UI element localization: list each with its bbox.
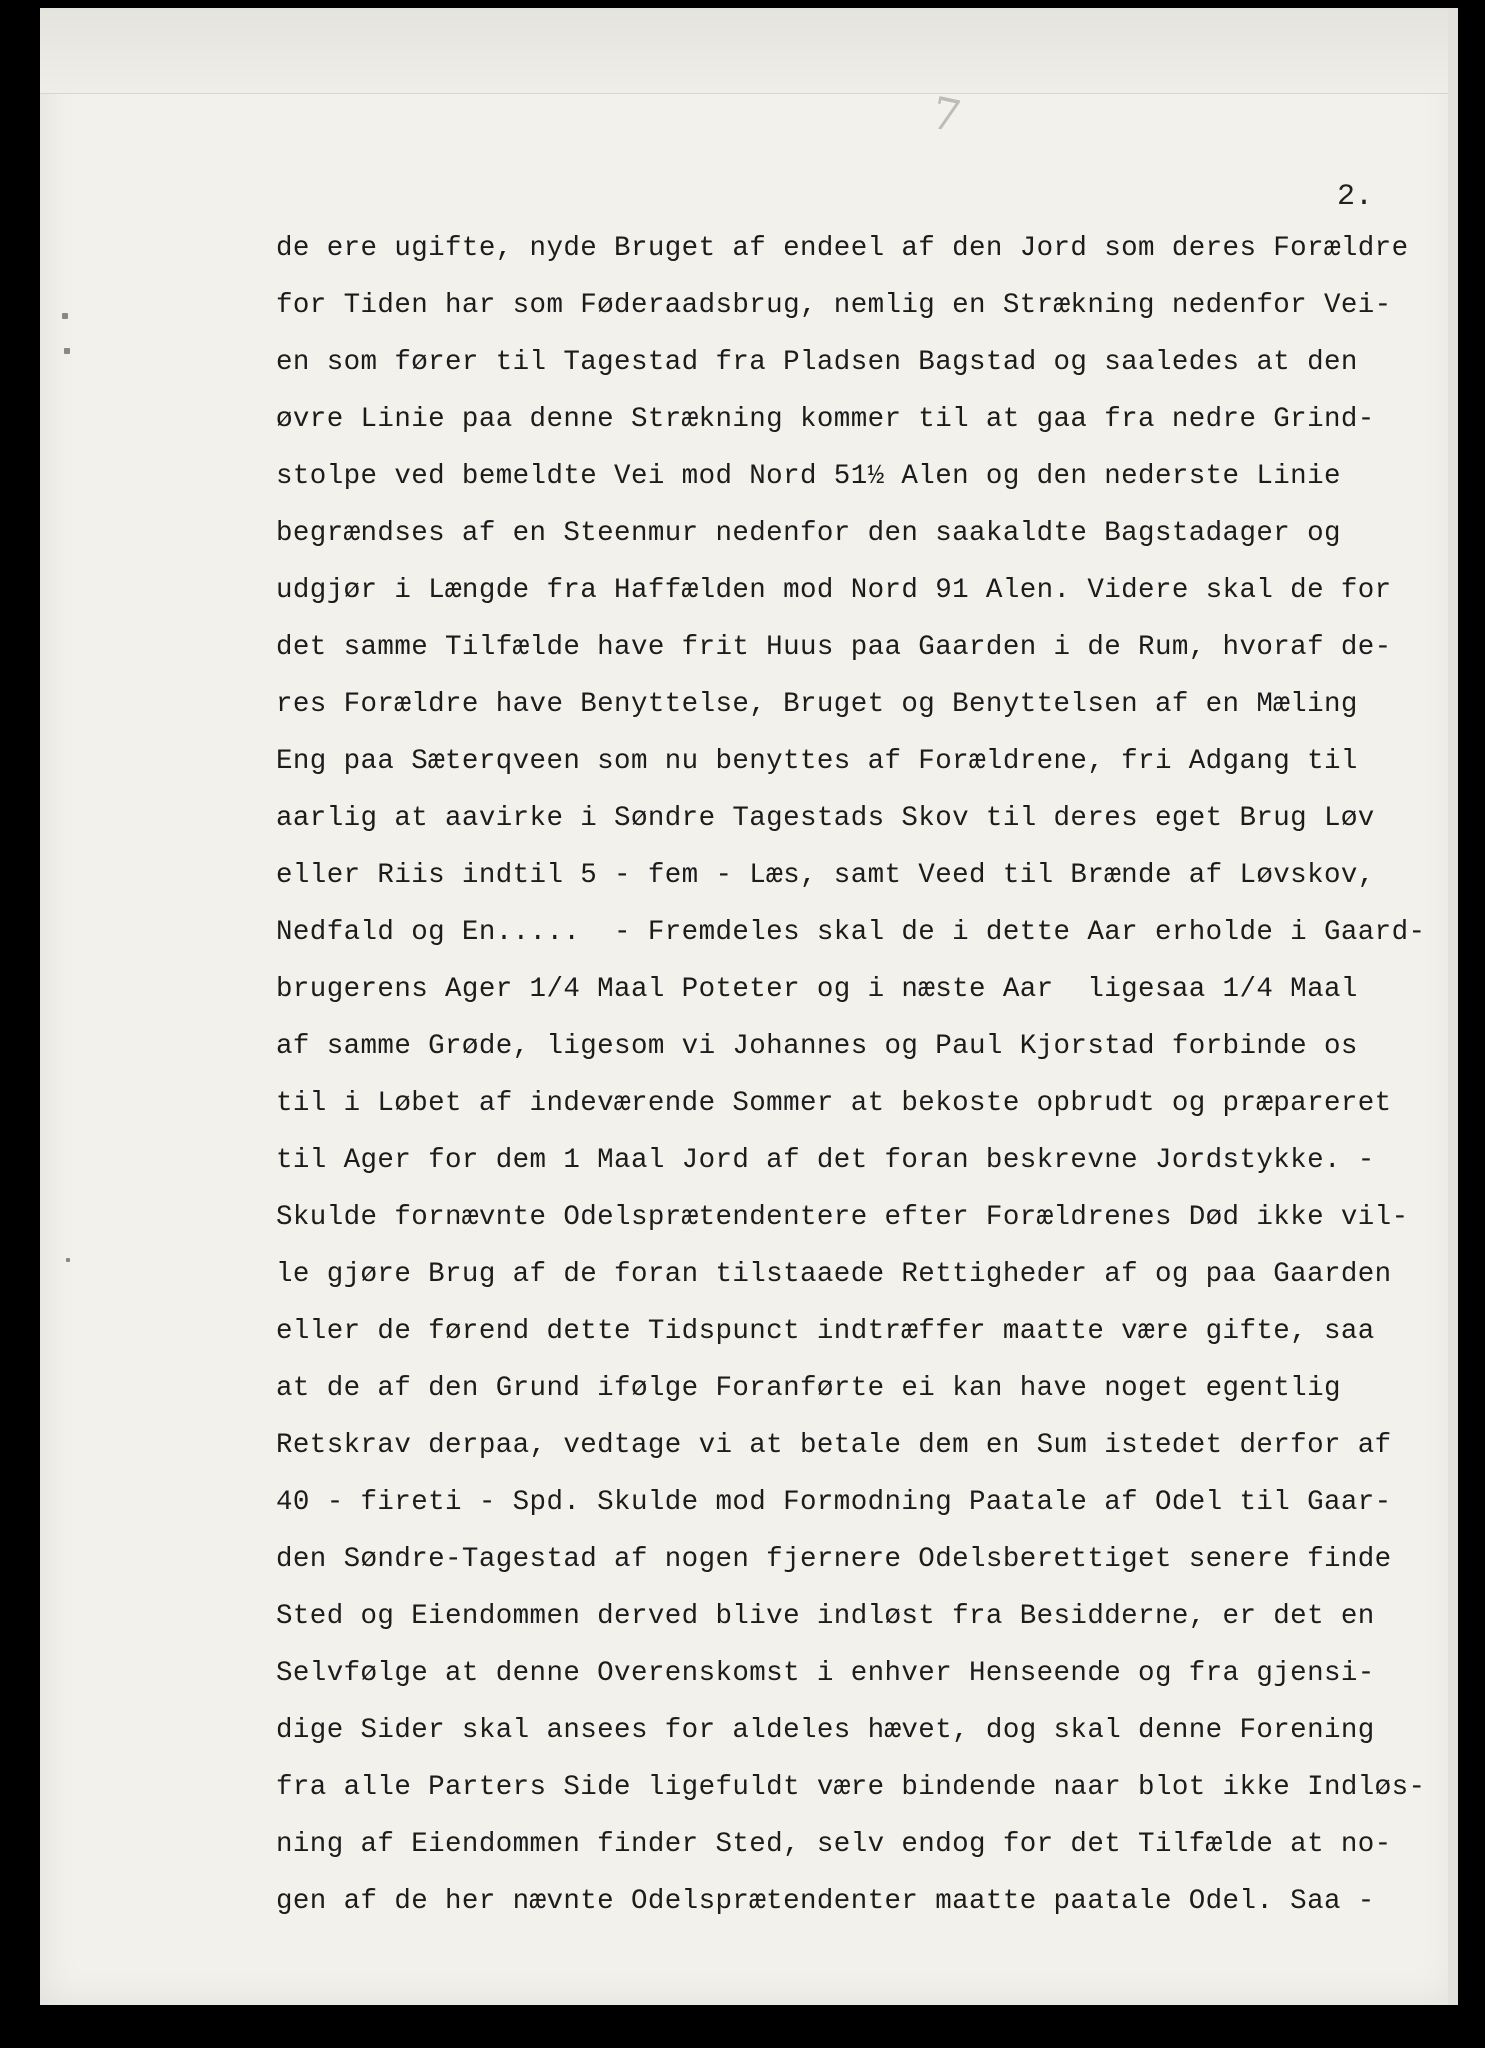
text-line: af samme Grøde, ligesom vi Johannes og Paul Kjorstad forbinde os (276, 1031, 1358, 1062)
handwritten-mark: 7 (927, 87, 965, 144)
text-line: udgjør i Længde fra Haffælden mod Nord 91 Alen. Videre skal de for (276, 575, 1392, 606)
margin-mark (62, 313, 68, 319)
text-line: ning af Eiendommen finder Sted, selv endog for det Tilfælde at no- (276, 1829, 1392, 1860)
text-line: Sted og Eiendommen derved blive indløst fra Besidderne, er det en (276, 1601, 1375, 1632)
text-line: gen af de her nævnte Odelsprætendenter maatte paatale Odel. Saa - (276, 1886, 1375, 1917)
page-number: 2. (1337, 180, 1374, 214)
text-line: dige Sider skal ansees for aldeles hævet, dog skal denne Forening (276, 1715, 1375, 1746)
document-page (40, 8, 1458, 2005)
margin-mark (66, 1258, 70, 1262)
text-line: begrændses af en Steenmur nedenfor den saakaldte Bagstadager og (276, 518, 1341, 549)
text-line: de ere ugifte, nyde Bruget af endeel af den Jord som deres Forældre (276, 233, 1409, 264)
text-line: Selvfølge at denne Overenskomst i enhver Henseende og fra gjensi- (276, 1658, 1375, 1689)
text-line: til Ager for dem 1 Maal Jord af det foran beskrevne Jordstykke. - (276, 1145, 1375, 1176)
text-line: Eng paa Sæterqveen som nu benyttes af Forældrene, fri Adgang til (276, 746, 1358, 777)
text-line: eller de førend dette Tidspunct indtræffer maatte være gifte, saa (276, 1316, 1375, 1347)
text-line: øvre Linie paa denne Strækning kommer til at gaa fra nedre Grind- (276, 404, 1375, 435)
text-line: res Forældre have Benyttelse, Bruget og Benyttelsen af en Mæling (276, 689, 1358, 720)
margin-mark (64, 348, 70, 354)
text-line: for Tiden har som Føderaadsbrug, nemlig en Strækning nedenfor Vei- (276, 290, 1392, 321)
text-line: til i Løbet af indeværende Sommer at bekoste opbrudt og præpareret (276, 1088, 1392, 1119)
text-line: den Søndre-Tagestad af nogen fjernere Odelsberettiget senere finde (276, 1544, 1392, 1575)
text-line: stolpe ved bemeldte Vei mod Nord 51½ Alen og den nederste Linie (276, 461, 1341, 492)
text-line: le gjøre Brug af de foran tilstaaede Rettigheder af og paa Gaarden (276, 1259, 1392, 1290)
text-line: 40 - fireti - Spd. Skulde mod Formodning Paatale af Odel til Gaar- (276, 1487, 1392, 1518)
page-top-band (40, 8, 1458, 94)
text-line: Nedfald og En..... - Fremdeles skal de i dette Aar erholde i Gaard- (276, 917, 1426, 948)
text-line: brugerens Ager 1/4 Maal Poteter og i næste Aar ligesaa 1/4 Maal (276, 974, 1358, 1005)
text-line: eller Riis indtil 5 - fem - Læs, samt Veed til Brænde af Løvskov, (276, 860, 1375, 891)
text-line: aarlig at aavirke i Søndre Tagestads Skov til deres eget Brug Løv (276, 803, 1375, 834)
text-line: en som fører til Tagestad fra Pladsen Bagstad og saaledes at den (276, 347, 1358, 378)
text-line: at de af den Grund ifølge Foranførte ei kan have noget egentlig (276, 1373, 1341, 1404)
text-line: Retskrav derpaa, vedtage vi at betale dem en Sum istedet derfor af (276, 1430, 1392, 1461)
typed-text-body (276, 220, 1476, 1930)
text-line: fra alle Parters Side ligefuldt være bindende naar blot ikke Indløs- (276, 1772, 1426, 1803)
text-line: det samme Tilfælde have frit Huus paa Gaarden i de Rum, hvoraf de- (276, 632, 1392, 663)
text-line: Skulde fornævnte Odelsprætendentere efter Forældrenes Død ikke vil- (276, 1202, 1409, 1233)
